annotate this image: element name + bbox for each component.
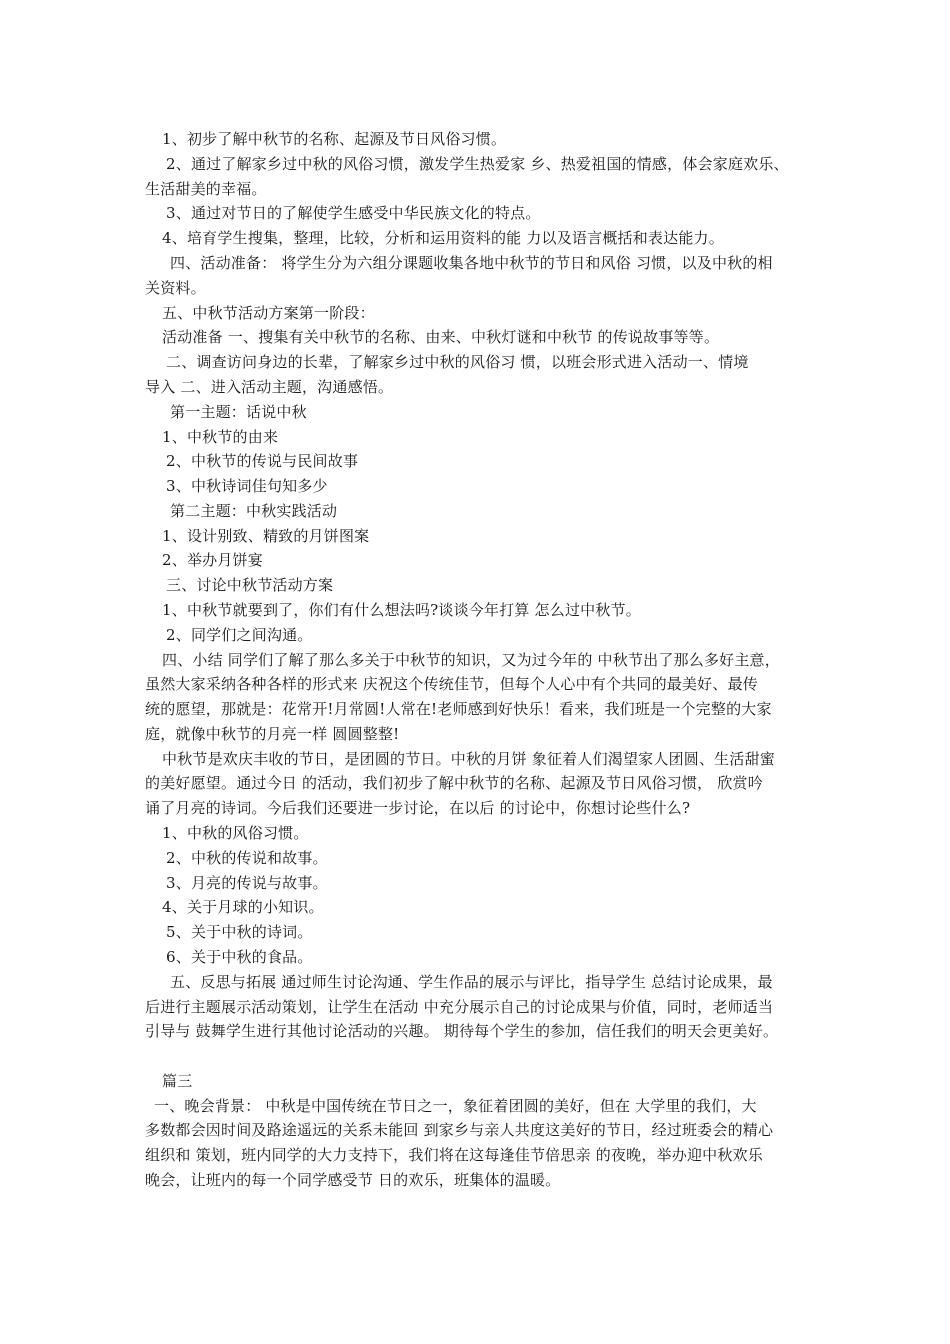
text-line: 诵了月亮的诗词。今后我们还要进一步讨论，在以后 的讨论中，你想讨论些什么?: [145, 799, 691, 817]
section-heading: 五、中秋节活动方案第一阶段：: [162, 304, 375, 322]
list-item: 2、同学们之间沟通。: [166, 626, 313, 644]
text-line: 庭，就像中秋节的月亮一样 圆圆整整!: [145, 725, 400, 743]
list-item: 1、中秋节就要到了，你们有什么想法吗?谈谈今年打算 怎么过中秋节。: [162, 601, 641, 619]
text-line: 中秋节是欢庆丰收的节日，是团圆的节日。中秋的月饼 象征着人们渴望家人团圆、生活甜蜜: [162, 750, 775, 768]
text-line: 一、晚会背景： 中秋是中国传统在节日之一，象征着团圆的美好，但在 大学里的我们，大: [154, 1097, 757, 1115]
text-line: 四、小结 同学们了解了那么多关于中秋节的知识，又为过今年的 中秋节出了那么多好主意，: [162, 651, 780, 669]
list-item: 2、中秋的传说和故事。: [166, 849, 328, 867]
text-line: 组织和 策划，班内同学的大力支持下，我们将在这每逢佳节倍思亲 的夜晚，举办迎中秋欢乐: [145, 1146, 763, 1164]
text-line: 二、调查访问身边的长辈，了解家乡过中秋的风俗习 惯，以班会形式进入活动一、情境: [166, 353, 749, 371]
text-line: 多数都会因时间及路途遥远的关系未能回 到家乡与亲人共度这美好的节日，经过班委会的精心: [145, 1121, 774, 1139]
section-heading: 三、讨论中秋节活动方案: [166, 576, 334, 594]
text-line: 2、通过了解家乡过中秋的风俗习惯，激发学生热爱家 乡、热爱祖国的情感，体会家庭欢乐、: [166, 155, 789, 173]
text-line: 虽然大家采纳各种各样的形式来 庆祝这个传统佳节，但每个人心中有个共同的最美好、最传: [145, 675, 758, 693]
text-line: 关资料。: [145, 279, 206, 297]
text-line: 引导与 鼓舞学生进行其他讨论活动的兴趣。 期待每个学生的参加，信任我们的明天会更美好。: [145, 1022, 779, 1040]
list-item: 1、中秋节的由来: [162, 428, 279, 446]
list-item: 6、关于中秋的食品。: [166, 948, 313, 966]
text-line: 后进行主题展示活动策划，让学生在活动 中充分展示自己的讨论成果与价值，同时，老师适当: [145, 998, 774, 1016]
section-heading: 第二主题：中秋实践活动: [170, 502, 338, 520]
list-item: 2、举办月饼宴: [162, 551, 263, 569]
text-line: 4、培育学生搜集，整理，比较，分析和运用资料的能 力以及语言概括和表达能力。: [162, 229, 724, 247]
text-line: 生活甜美的幸福。: [145, 180, 267, 198]
text-line: 四、活动准备： 将学生分为六组分课题收集各地中秋节的节日和风俗 习惯，以及中秋的相: [170, 254, 773, 272]
list-item: 3、中秋诗词佳句知多少: [166, 477, 328, 495]
text-line: 五、反思与拓展 通过师生讨论沟通、学生作品的展示与评比，指导学生 总结讨论成果，最: [170, 973, 773, 991]
text-line: 统的愿望，那就是：花常开!月常圆!人常在!老师感到好快乐！看来，我们班是一个完整的大家: [145, 700, 772, 718]
list-item: 1、中秋的风俗习惯。: [162, 824, 309, 842]
text-line: 的美好愿望。通过今日 的活动，我们初步了解中秋节的名称、起源及节日风俗习惯， 欣赏吟: [145, 774, 763, 792]
section-heading: 篇三: [162, 1072, 193, 1090]
list-item: 1、设计别致、精致的月饼图案: [162, 527, 370, 545]
text-line: 活动准备 一、搜集有关中秋节的名称、由来、中秋灯谜和中秋节 的传说故事等等。: [162, 328, 720, 346]
section-heading: 第一主题：话说中秋: [170, 403, 307, 421]
list-item: 5、关于中秋的诗词。: [166, 923, 313, 941]
text-line: 1、初步了解中秋节的名称、起源及节日风俗习惯。: [162, 130, 507, 148]
text-line: 导入 二、进入活动主题，沟通感悟。: [145, 378, 394, 396]
text-line: 3、通过对节日的了解使学生感受中华民族文化的特点。: [166, 204, 541, 222]
text-line: 晚会，让班内的每一个同学感受节 日的欢乐，班集体的温暖。: [145, 1171, 561, 1189]
list-item: 4、关于月球的小知识。: [162, 898, 324, 916]
list-item: 2、中秋节的传说与民间故事: [166, 452, 359, 470]
list-item: 3、月亮的传说与故事。: [166, 874, 328, 892]
